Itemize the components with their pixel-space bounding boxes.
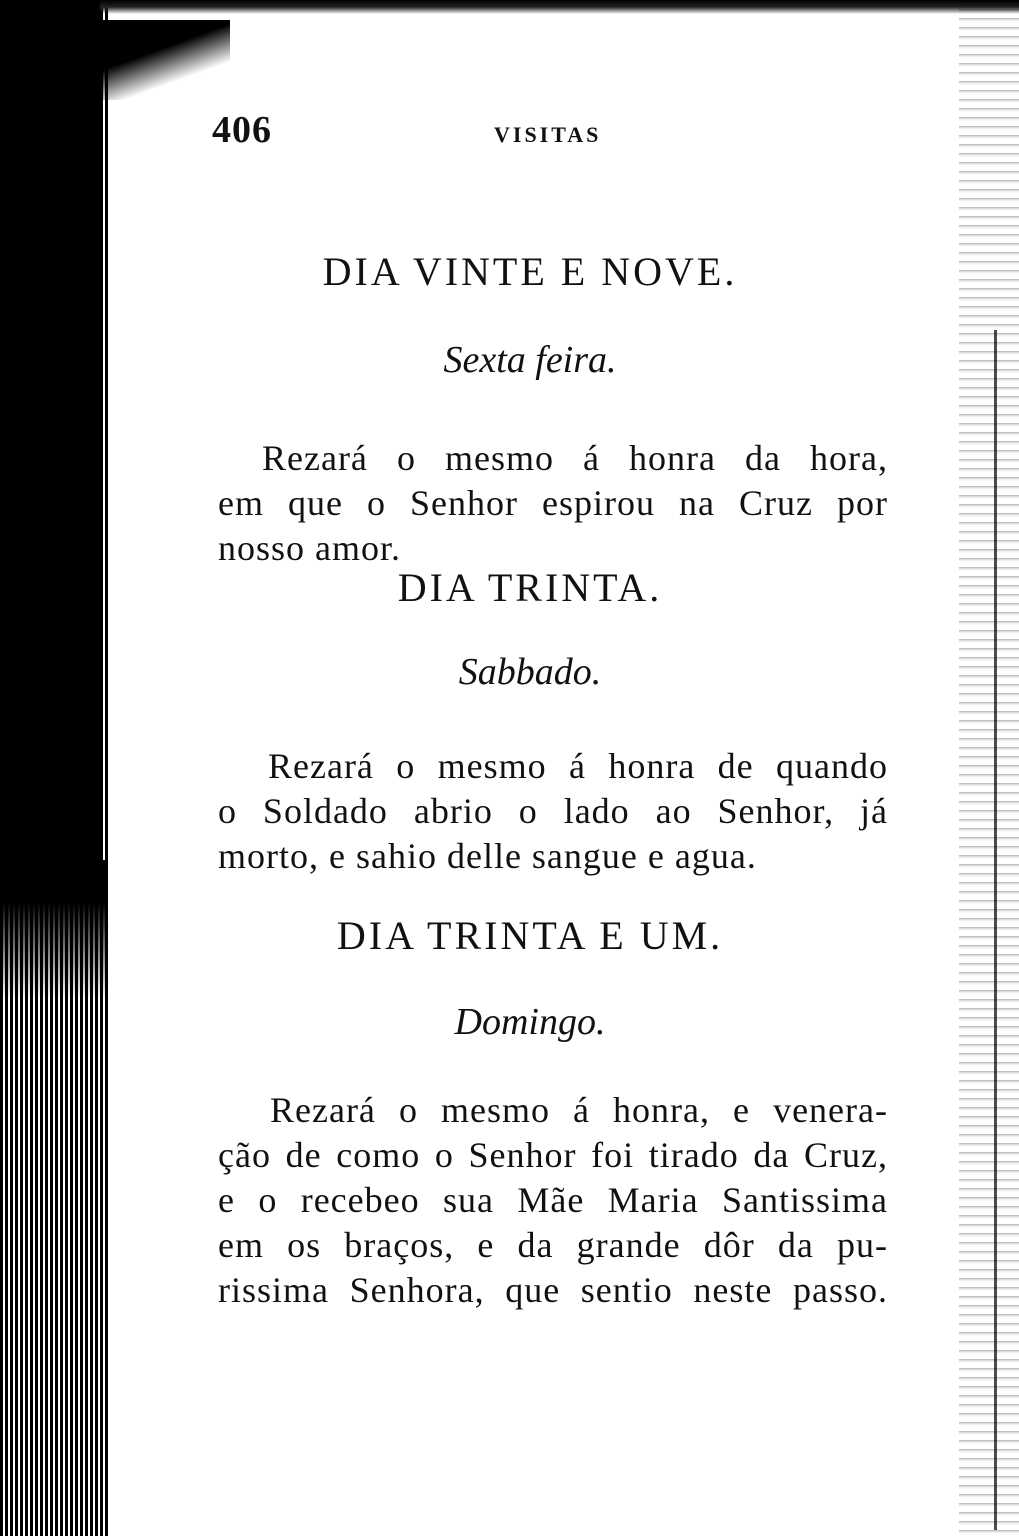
paragraph-line: Rezará o mesmo á honra, e venera- [270, 1090, 888, 1130]
section-heading: DIA TRINTA. [397, 565, 663, 610]
paragraph-line: rissima Senhora, que sentio neste passo. [218, 1270, 888, 1310]
paragraph-line: Rezará o mesmo á honra de quando [268, 746, 888, 786]
paragraph-line: em que o Senhor espirou na Cruz por [218, 483, 888, 523]
right-edge-line [994, 330, 997, 1530]
section-heading: DIA TRINTA E UM. [336, 913, 724, 958]
paragraph-line: Rezará o mesmo á honra da hora, [262, 438, 888, 478]
page-corner-shadow [100, 20, 230, 100]
section-day: Sabbado. [458, 651, 602, 693]
section-paragraph [218, 436, 888, 571]
paragraph-line: ção de como o Senhor foi tirado da Cruz, [218, 1135, 888, 1175]
book-binding-shadow [0, 0, 108, 1536]
binding-fade [0, 860, 108, 1000]
paragraph-line: morto, e sahio delle sangue e agua. [218, 836, 757, 876]
section-day: Domingo. [454, 1001, 606, 1043]
running-header [212, 108, 632, 158]
paragraph-line: nosso amor. [218, 528, 402, 568]
section-day: Sexta feira. [443, 339, 617, 381]
binding-dark-area [0, 0, 100, 860]
paragraph-line: e o recebeo sua Mãe Maria Santissima [218, 1180, 888, 1220]
section-paragraph [218, 1088, 888, 1313]
right-edge-noise [959, 0, 1019, 1536]
section-heading: DIA VINTE E NOVE. [322, 249, 738, 294]
paragraph-line: o Soldado abrio o lado ao Senhor, já [218, 791, 888, 831]
paragraph-line: em os braços, e da grande dôr da pu- [218, 1225, 888, 1265]
running-title: VISITAS [494, 122, 602, 147]
page-number: 406 [212, 109, 272, 151]
top-edge-shadow [100, 0, 1019, 14]
section-paragraph [218, 744, 888, 879]
